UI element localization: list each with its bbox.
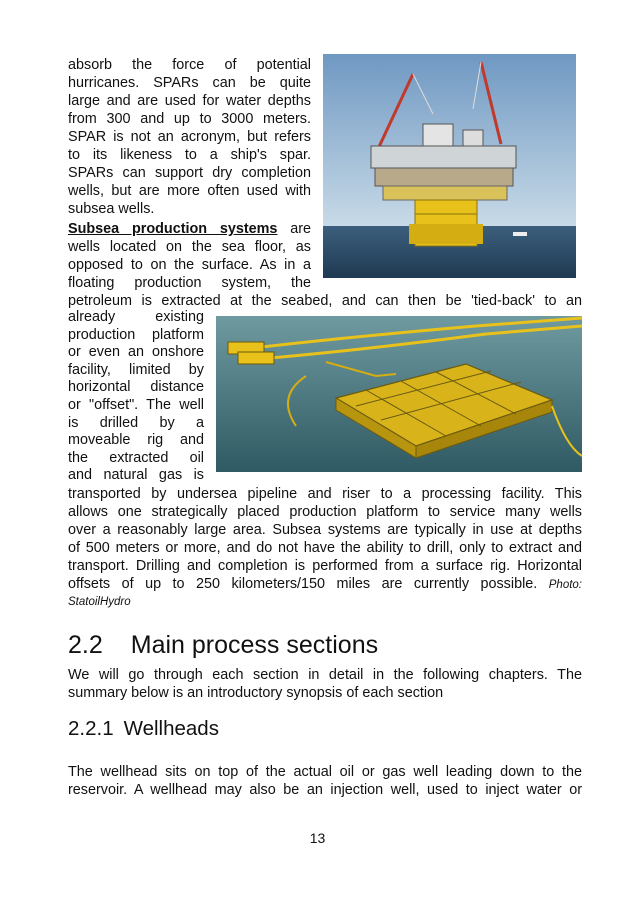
section-heading [68,631,378,660]
wellheads-paragraph [68,763,582,799]
text-line [68,575,582,593]
subsea-paragraph-wide-line [68,292,582,310]
text-line: We will go through each section in detail in the following chapters. The [68,667,582,683]
subsection-number: 2.2.1 [68,717,114,740]
text-line: hurricanes. SPARs can be quite [68,75,311,91]
photo-credit: Photo: [548,579,582,591]
text-line: reservoir. A wellhead may also be an injection well, used to inject water or [68,782,582,798]
section-number: 2.2 [68,631,103,659]
text-line: SPARs can support dry completion [68,165,311,181]
subsea-paragraph-side [68,309,204,485]
text-line: subsea wells. [68,201,155,217]
text-line: transport. Drilling and completion is performed from a surface rig. Horizontal [68,558,582,574]
text-line: absorb the force of potential [68,57,311,73]
text-line: summary below is an introductory synopsis of each section [68,685,444,701]
text-line: facility, limited by [68,361,204,378]
text-line: floating production system, the [68,275,311,291]
text-line: moveable rig and [68,432,204,449]
section-title: Main process sections [130,631,379,659]
subsection-title: Wellheads [123,717,219,740]
subsea-template-drawing [216,316,582,472]
text-line: production platform [68,326,204,343]
text-line: SPAR is not an acronym, but refers [68,129,311,145]
text-line: from 300 and up to 3000 meters. [68,111,311,127]
text-line: or even an onshore [68,344,204,361]
photo-credit-line: StatoilHydro [68,596,131,608]
subsea-paragraph-bottom [68,485,582,611]
text-line: allows one strategically placed production platform to service many wells [68,504,582,520]
text-line: wells, but are more often used with [68,183,311,199]
text-line: petroleum is extracted at the seabed, and can then be 'tied-back' to an [68,293,582,309]
subsea-template-illustration [216,316,582,472]
page-number: 13 [309,830,326,846]
text-line: or "offset". The well [68,396,204,413]
text-line: to its likeness to a ship's spar. [68,147,311,163]
spar-paragraph [68,56,311,218]
text-fragment: offsets of up to 250 kilometers/150 miles are currently possible. [68,576,538,592]
text-line: and natural gas is [68,467,204,484]
spar-platform-illustration [323,54,576,278]
spar-platform-photo [323,54,576,278]
text-line: transported by undersea pipeline and riser to a processing facility. This [68,486,582,502]
subsea-heading: Subsea production systems [68,221,278,237]
text-line: over a reasonably large area. Subsea systems are typically in use at depths [68,522,582,538]
text-line: of 500 meters or more, and do not have the ability to drill, only to extract and [68,540,582,556]
text-line: the extracted oil [68,449,204,466]
text-line: already existing [68,309,204,325]
text-line: opposed to on the surface. As in a [68,257,311,273]
section-intro [68,666,582,702]
subsection-heading [68,717,219,741]
text-line: wells located on the sea floor, as [68,239,311,255]
text-line [68,220,311,238]
text-line: horizontal distance [68,379,204,396]
text-line: The wellhead sits on top of the actual oil or gas well leading down to the [68,764,582,780]
text-line: large and are used for water depths [68,93,311,109]
text-fragment: are [290,221,311,237]
subsea-paragraph-top [68,220,311,292]
text-line: is drilled by a [68,414,204,431]
